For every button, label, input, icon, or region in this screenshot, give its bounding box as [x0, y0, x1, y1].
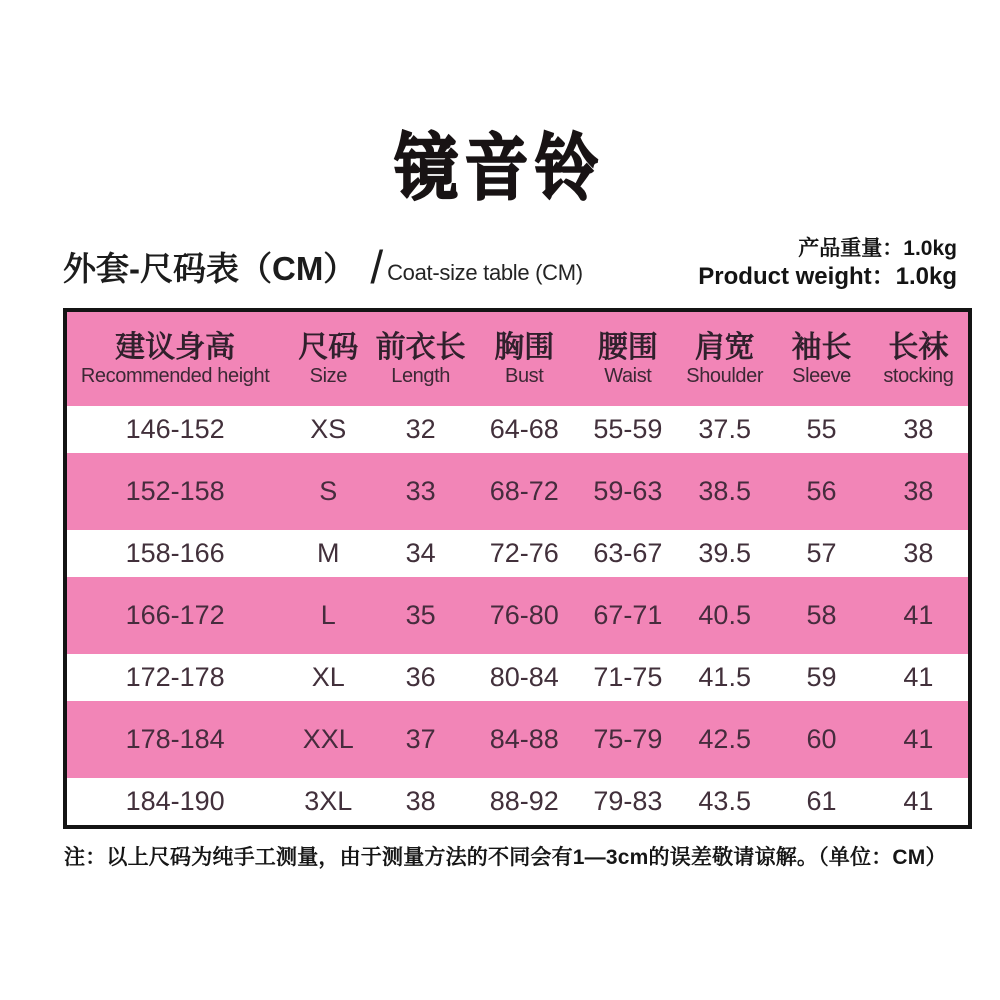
- table-cell: 41: [903, 600, 934, 630]
- column-header-english: Waist: [604, 364, 652, 387]
- table-cell: 84-88: [489, 724, 559, 754]
- table-cell: 88-92: [489, 786, 559, 816]
- table-cell: 55: [806, 414, 837, 444]
- page-title: 镜音铃: [394, 129, 606, 209]
- table-cell: 41: [903, 786, 934, 816]
- table-row-xxl: [67, 701, 968, 778]
- column-header-recommended-height: [67, 331, 283, 388]
- column-header-waist: [581, 331, 676, 388]
- column-header-chinese: 袖长: [791, 330, 852, 364]
- column-header-english: stocking: [883, 364, 954, 387]
- table-cell: 37: [405, 724, 436, 754]
- table-cell: 37.5: [698, 414, 751, 444]
- table-cell: XL: [311, 662, 345, 692]
- table-row-m: [67, 530, 968, 577]
- table-cell: 172-178: [125, 662, 225, 692]
- column-header-shoulder: [675, 331, 774, 388]
- table-cell: 33: [405, 476, 436, 506]
- table-cell: S: [319, 476, 338, 506]
- table-cell: XXL: [302, 724, 354, 754]
- product-weight: [698, 236, 957, 291]
- subtitle-chinese: 外套-尺码表（CM）: [63, 250, 357, 287]
- table-cell: M: [317, 538, 340, 568]
- column-header-stocking: [869, 331, 968, 388]
- column-header-sleeve: [774, 331, 869, 388]
- table-cell: 55-59: [593, 414, 663, 444]
- column-header-chinese: 长袜: [888, 330, 949, 364]
- table-cell: 59: [806, 662, 837, 692]
- product-weight-english: Product weight：1.0kg: [698, 263, 957, 290]
- table-cell: 56: [806, 476, 837, 506]
- table-cell: 38: [405, 786, 436, 816]
- size-table-body: [67, 406, 968, 825]
- table-cell: L: [320, 600, 336, 630]
- table-cell: 68-72: [489, 476, 559, 506]
- size-table: [63, 308, 972, 829]
- table-cell: 152-158: [125, 476, 225, 506]
- column-header-english: Length: [391, 364, 451, 387]
- table-subtitle: [63, 237, 583, 291]
- table-cell: 38.5: [698, 476, 751, 506]
- table-cell: 178-184: [125, 724, 225, 754]
- table-cell: 60: [806, 724, 837, 754]
- table-cell: 41: [903, 724, 934, 754]
- table-row-xs: [67, 406, 968, 453]
- table-cell: 63-67: [593, 538, 663, 568]
- table-cell: 41: [903, 662, 934, 692]
- table-cell: 72-76: [489, 538, 559, 568]
- column-header-chinese: 建议身高: [115, 330, 236, 364]
- product-weight-chinese: 产品重量：1.0kg: [798, 237, 957, 260]
- subtitle-english: Coat-size table (CM): [387, 260, 583, 285]
- column-header-chinese: 胸围: [494, 330, 555, 364]
- table-cell: 38: [903, 414, 934, 444]
- column-header-chinese: 前衣长: [375, 330, 466, 364]
- column-header-size: [283, 331, 373, 388]
- column-header-english: Size: [309, 364, 347, 387]
- table-row-l: [67, 577, 968, 654]
- table-cell: 76-80: [489, 600, 559, 630]
- subtitle-slash: /: [370, 241, 384, 293]
- table-cell: 79-83: [593, 786, 663, 816]
- column-header-english: Sleeve: [792, 364, 851, 387]
- column-header-english: Shoulder: [686, 364, 764, 387]
- table-cell: 75-79: [593, 724, 663, 754]
- table-cell: 35: [405, 600, 436, 630]
- column-header-english: Recommended height: [80, 364, 270, 387]
- column-header-bust: [468, 331, 581, 388]
- table-cell: 57: [806, 538, 837, 568]
- table-cell: 58: [806, 600, 837, 630]
- column-header-chinese: 肩宽: [694, 330, 755, 364]
- table-cell: 38: [903, 538, 934, 568]
- column-header-length: [373, 331, 468, 388]
- subtitle-row: [63, 236, 957, 291]
- column-header-chinese: 腰围: [597, 330, 658, 364]
- table-row-s: [67, 453, 968, 530]
- table-cell: 184-190: [125, 786, 225, 816]
- size-table-header: [67, 312, 968, 406]
- table-cell: 42.5: [698, 724, 751, 754]
- table-cell: 61: [806, 786, 837, 816]
- table-cell: 3XL: [304, 786, 353, 816]
- table-cell: 166-172: [125, 600, 225, 630]
- table-cell: 146-152: [125, 414, 225, 444]
- table-cell: 80-84: [489, 662, 559, 692]
- table-cell: 64-68: [489, 414, 559, 444]
- table-cell: 71-75: [593, 662, 663, 692]
- table-cell: 158-166: [125, 538, 225, 568]
- table-cell: XS: [310, 414, 347, 444]
- table-cell: 43.5: [698, 786, 751, 816]
- table-row-3xl: [67, 778, 968, 825]
- footnote: 注：以上尺码为纯手工测量，由于测量方法的不同会有1—3cm的误差敬请谅解。（单位：CM）: [64, 846, 947, 869]
- table-cell: 36: [405, 662, 436, 692]
- table-cell: 41.5: [698, 662, 751, 692]
- column-header-english: Bust: [505, 364, 544, 387]
- column-header-chinese: 尺码: [298, 330, 359, 364]
- table-row-xl: [67, 654, 968, 701]
- table-cell: 67-71: [593, 600, 663, 630]
- table-cell: 59-63: [593, 476, 663, 506]
- table-cell: 32: [405, 414, 436, 444]
- table-cell: 40.5: [698, 600, 751, 630]
- table-cell: 34: [405, 538, 436, 568]
- table-cell: 39.5: [698, 538, 751, 568]
- table-cell: 38: [903, 476, 934, 506]
